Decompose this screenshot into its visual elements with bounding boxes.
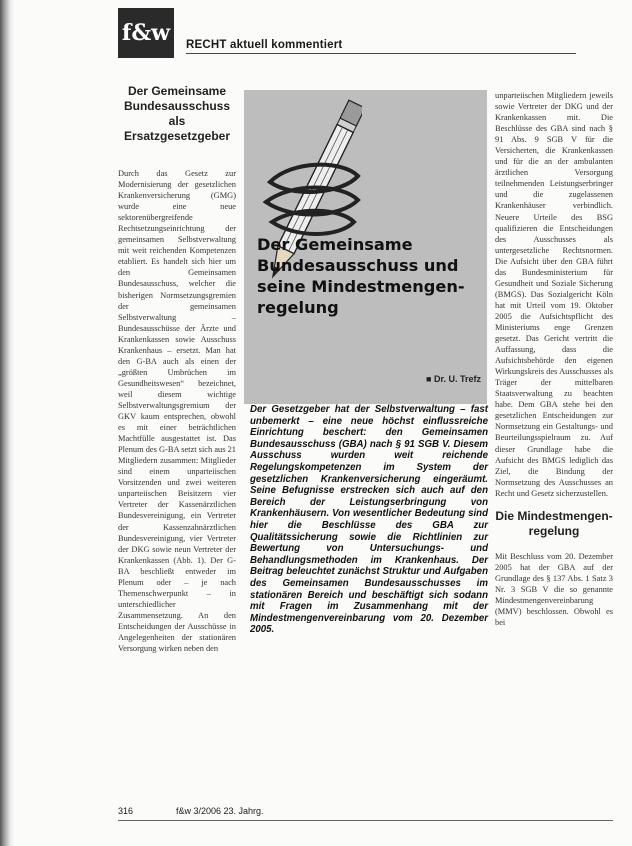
author-name: Dr. U. Trefz [433, 374, 481, 384]
article-title: Der Gemeinsame Bundesausschuss und seine Mindestmengen-regelung [257, 235, 465, 317]
right-column [495, 90, 613, 638]
page-number: 316 [118, 806, 134, 816]
journal-logo: f&w [118, 8, 174, 58]
header-rule [186, 53, 576, 54]
section-heading: Die Mindestmengen-regelung [495, 508, 613, 538]
section-title: RECHT aktuell kommentiert [186, 39, 343, 51]
right-column-paragraph-2: Mit Beschluss vom 20. Dezember 2005 hat der GBA auf der Grundlage des § 137 Abs. 1 Satz 3 Nr. 3 SGB V die so genannte Mindestmengenvereinbarung (MMV) beschlossen. Obwohl es bei [495, 551, 613, 628]
sidebar-body: Durch das Gesetz zur Modernisierung der gesetzlichen Krankenversicherung (GMG) wurde eine neue sektorenübergreifende Rechtsetzungseinrichtung der gemeinsamen Selbstverwaltung mit weit reichenden Kompetenzen etabliert. Es handelt sich hier um den Gemeinsamen Bundesausschuss, welcher die bisherigen Normsetzungsgremien der gemeinsamen Selbstverwaltung – Bundesausschüsse der Ärzte und Krankenkassen sowie Ausschuss Krankenhaus – ersetzt. Man hat den G-BA auch als einen der „größten Umbrüchen im Gesundheitswesen“ bezeichnet, weil diesem wichtige Selbstverwaltungsgremium der GKV kaum entsprechen, obwohl es mit einer beträchtlichen Machtfülle ausgestattet ist. Das Plenum des G-BA setzt sich aus 21 Mitgliedern zusammen: Mitglieder sind einem unparteiischen Vorsitzenden und zwei weiteren unparteiischen Beisitzern vier Vertreter der Kassenärztlichen Bundesvereinigung, ein Vertreter der Kassenzahnärztlichen Bundesvereinigung, vier Vertreter der DKG sowie neun Vertreter der Krankenkassen (Abb. 1). Der G-BA beschließt entweder im Plenum oder – je nach Themenschwerpunkt – in unterschiedlicher Zusammensetzung. An den Entscheidungen der Ausschüsse in Angelegenheiten der stationären Versorgung wirken neben den [118, 169, 236, 654]
sidebar-title: Der Gemeinsame Bundesausschuss als Ersatzgesetzgeber [123, 84, 231, 143]
lead-paragraph: Der Gesetzgeber hat der Selbstverwaltung – fast unbemerkt – eine neue höchst einflussreiche Einrichtung beschert: den Gemeinsamen Bundesausschuss (GBA) nach § 91 SGB V. Diesem Ausschuss wurden weit reichende Regelungskompetenzen im System der gesetzlichen Krankenversicherung eingeräumt. Seine Befugnisse erstrecken sich auch auf den Bereich der Leistungserbringung von Krankenhäusern. Von wesentlicher Bedeutung sind hier die Beschlüsse des GBA zur Qualitätssicherung sowie die Richtlinien zur Bewertung von Untersuchungs- und Behandlungsmethoden im Krankenhaus. Der Beitrag beleuchtet zunächst Struktur und Aufgaben des Gemeinsamen Bundesausschusses im stationären Bereich und beschäftigt sich sodann mit Fragen im Zusammenhang mit der Mindestmengenvereinbarung vom 20. Dezember 2005. [250, 404, 488, 636]
footer-rule [118, 820, 613, 821]
feature-box [244, 90, 487, 404]
scan-edge-shadow [0, 0, 14, 846]
sidebar-column [118, 84, 236, 654]
right-column-paragraph-1: unparteiischen Mitgliedern jeweils sowie Vertreter der DKG und der Krankenkassen mit. Die Beschlüsse des GBA sind nach § 91 Abs. 9 SGB V für die Versicherten, die Krankenkassen und für die an der ambulanten ärztlichen Versorgung teilnehmenden Leistungserbringer und die zugelassenen Krankenhäuser verbindlich. Neuere Urteile des BSG qualifizieren die Entscheidungen des Ausschusses als untergesetzliche Rechtsnormen. Die Aufsicht über den GBA führt das Bundesministerium für Gesundheit und Soziale Sicherung (BMGS). Das Sozialgericht Köln hat mit Urteil vom 19. Oktober 2005 die Aufsichtspflicht des Ministeriums enge Grenzen gesetzt. Das Gericht vertritt die Auffassung, dass die Aufsichtsbehörde den eigenen Wirkungskreis des Ausschusses als Träger der mittelbaren Staatsverwaltung zu beachten habe. Dem GBA stehe bei den gesetzlichen Entscheidungen zur Normsetzung ein Gestaltungs- und Beurteilungsspielraum zu. Auf dieser Grundlage habe die Aufsicht des BMGS lediglich das Ziel, die Bindung der Normsetzung des Ausschusses an Recht und Gesetz sicherzustellen. [495, 91, 613, 498]
journal-issue: f&w 3/2006 23. Jahrg. [176, 806, 264, 816]
author-line: ■ Dr. U. Trefz [426, 374, 481, 384]
